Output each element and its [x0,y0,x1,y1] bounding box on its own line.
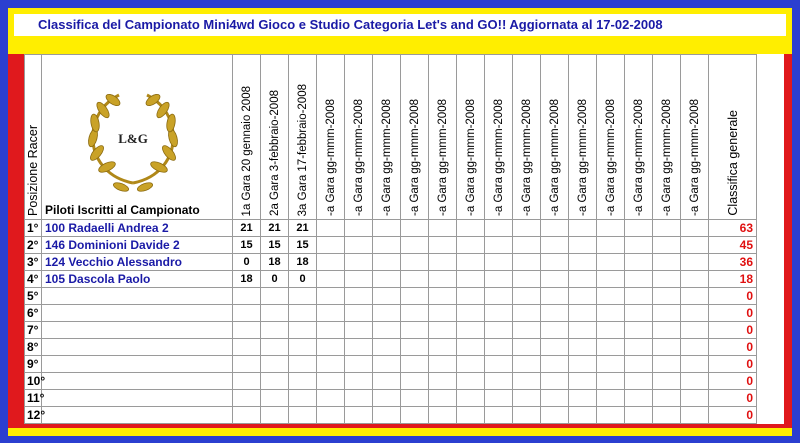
race-2-header-cell [261,55,289,220]
race-16-header-label: -a Gara gg-mmm-2008 [660,99,673,216]
laurel-wreath-logo [77,83,189,195]
race-score-cell [541,254,569,271]
pilot-name-cell [42,407,233,424]
race-score-cell [597,254,625,271]
race-11-header-label: -a Gara gg-mmm-2008 [520,99,533,216]
race-score-cell [345,220,373,237]
table-row [25,322,757,339]
table-row [25,339,757,356]
race-score-cell [625,220,653,237]
race-score-cell [401,356,429,373]
race-16-header-cell [653,55,681,220]
race-12-header-label: -a Gara gg-mmm-2008 [548,99,561,216]
race-score-cell [513,271,541,288]
race-score-cell [513,220,541,237]
race-score-cell [541,237,569,254]
race-score-cell [569,407,597,424]
race-11-header-cell [513,55,541,220]
race-score-cell [541,373,569,390]
race-score-cell [653,322,681,339]
table-row [25,407,757,424]
race-score-cell [289,407,317,424]
race-score-cell [233,339,261,356]
standings-sheet [24,54,784,424]
race-13-header-cell [569,55,597,220]
table-row [25,237,757,254]
race-score-cell [485,339,513,356]
race-score-cell [401,271,429,288]
pilot-name-cell: 100 Radaelli Andrea 2 [42,220,233,237]
race-score-cell [261,322,289,339]
race-score-cell [317,220,345,237]
race-score-cell [485,390,513,407]
race-9-header-label: -a Gara gg-mmm-2008 [464,99,477,216]
race-score-cell [345,254,373,271]
race-score-cell: 15 [289,237,317,254]
race-score-cell [261,407,289,424]
race-score-cell [401,288,429,305]
race-5-header-label: -a Gara gg-mmm-2008 [352,99,365,216]
position-cell: 4° [25,271,42,288]
race-score-cell [681,220,709,237]
total-points-cell: 0 [709,288,757,305]
race-score-cell [457,407,485,424]
race-15-header-label: -a Gara gg-mmm-2008 [632,99,645,216]
race-score-cell [541,407,569,424]
race-score-cell: 18 [261,254,289,271]
race-score-cell [653,288,681,305]
total-header-label: Classifica generale [725,110,740,216]
race-score-cell [569,305,597,322]
race-score-cell [233,288,261,305]
position-cell: 7° [25,322,42,339]
race-score-cell [373,237,401,254]
total-points-cell: 18 [709,271,757,288]
race-score-cell [625,339,653,356]
race-12-header-cell [541,55,569,220]
race-score-cell [261,305,289,322]
race-score-cell [653,237,681,254]
race-score-cell [317,305,345,322]
race-score-cell [681,356,709,373]
race-score-cell [597,373,625,390]
race-score-cell [541,339,569,356]
race-score-cell [373,390,401,407]
race-score-cell [317,373,345,390]
race-score-cell [681,271,709,288]
race-score-cell [233,305,261,322]
race-score-cell [429,305,457,322]
race-score-cell: 18 [289,254,317,271]
race-score-cell [681,322,709,339]
race-score-cell [569,390,597,407]
total-points-cell: 45 [709,237,757,254]
race-score-cell [429,390,457,407]
race-score-cell [653,356,681,373]
race-score-cell [233,407,261,424]
race-score-cell [457,254,485,271]
race-score-cell: 15 [261,237,289,254]
race-score-cell [345,373,373,390]
race-score-cell [401,305,429,322]
total-points-cell: 0 [709,339,757,356]
table-row [25,373,757,390]
race-score-cell [401,220,429,237]
pilot-name-cell [42,322,233,339]
race-score-cell [485,305,513,322]
race-score-cell [429,356,457,373]
race-score-cell [625,305,653,322]
race-score-cell [345,390,373,407]
race-score-cell [345,271,373,288]
race-score-cell [429,339,457,356]
race-score-cell [289,305,317,322]
race-score-cell [513,305,541,322]
race-score-cell [317,237,345,254]
race-score-cell [429,288,457,305]
bottom-yellow-band [8,428,792,436]
race-score-cell [513,237,541,254]
race-score-cell [317,356,345,373]
race-score-cell [569,271,597,288]
pilot-name-cell [42,390,233,407]
race-score-cell [373,322,401,339]
race-14-header-label: -a Gara gg-mmm-2008 [604,99,617,216]
race-score-cell [485,237,513,254]
race-score-cell [541,390,569,407]
race-score-cell [541,271,569,288]
race-score-cell [261,356,289,373]
race-score-cell [261,288,289,305]
race-score-cell [541,220,569,237]
race-score-cell [457,305,485,322]
race-score-cell [597,407,625,424]
race-score-cell: 0 [289,271,317,288]
race-score-cell [569,220,597,237]
race-score-cell [625,407,653,424]
race-14-header-cell [597,55,625,220]
position-cell: 3° [25,254,42,271]
race-score-cell [681,390,709,407]
logo-text: L&G [118,131,148,146]
race-13-header-label: -a Gara gg-mmm-2008 [576,99,589,216]
race-5-header-cell [345,55,373,220]
race-score-cell [401,407,429,424]
total-points-cell: 36 [709,254,757,271]
total-points-cell: 0 [709,305,757,322]
race-score-cell [513,254,541,271]
race-score-cell [345,356,373,373]
race-score-cell [373,407,401,424]
pilot-name-cell [42,373,233,390]
race-score-cell [485,407,513,424]
race-score-cell [485,271,513,288]
race-score-cell [681,373,709,390]
race-score-cell [653,390,681,407]
header-row [25,55,757,220]
race-score-cell [597,237,625,254]
race-score-cell [653,305,681,322]
race-score-cell: 15 [233,237,261,254]
race-score-cell [429,271,457,288]
race-score-cell [485,220,513,237]
race-10-header-cell [485,55,513,220]
race-score-cell [485,322,513,339]
race-score-cell [653,339,681,356]
race-score-cell [569,356,597,373]
table-row [25,271,757,288]
pilot-name-cell [42,305,233,322]
race-score-cell [317,339,345,356]
race-score-cell [401,254,429,271]
race-score-cell [681,254,709,271]
race-17-header-label: -a Gara gg-mmm-2008 [688,99,701,216]
race-score-cell [401,322,429,339]
table-row [25,356,757,373]
race-score-cell: 21 [261,220,289,237]
race-score-cell [261,373,289,390]
race-score-cell [513,373,541,390]
total-points-cell: 0 [709,373,757,390]
race-score-cell [625,271,653,288]
race-score-cell [653,373,681,390]
pilot-name-cell: 105 Dascola Paolo [42,271,233,288]
race-score-cell [261,339,289,356]
race-7-header-label: -a Gara gg-mmm-2008 [408,99,421,216]
race-score-cell [345,237,373,254]
race-10-header-label: -a Gara gg-mmm-2008 [492,99,505,216]
race-score-cell [541,322,569,339]
race-score-cell [681,305,709,322]
race-3-header-label: 3a Gara 17-febbraio-2008 [296,83,309,216]
race-score-cell [597,220,625,237]
race-score-cell [261,390,289,407]
race-6-header-cell [373,55,401,220]
position-cell: 10° [25,373,42,390]
position-cell: 1° [25,220,42,237]
race-score-cell [457,271,485,288]
race-score-cell [401,237,429,254]
race-score-cell [317,254,345,271]
standings-table [24,54,757,424]
pilot-name-cell [42,339,233,356]
race-8-header-cell [429,55,457,220]
race-score-cell [513,339,541,356]
race-score-cell [457,390,485,407]
race-score-cell [569,288,597,305]
race-score-cell [569,322,597,339]
race-4-header-label: -a Gara gg-mmm-2008 [324,99,337,216]
race-score-cell: 0 [261,271,289,288]
race-score-cell [541,356,569,373]
table-row [25,254,757,271]
pilots-header-label: Piloti Iscritti al Campionato [45,203,200,217]
position-cell: 9° [25,356,42,373]
race-score-cell [373,288,401,305]
race-6-header-label: -a Gara gg-mmm-2008 [380,99,393,216]
race-score-cell [597,271,625,288]
race-score-cell [457,339,485,356]
race-score-cell [653,254,681,271]
race-score-cell [233,390,261,407]
race-17-header-cell [681,55,709,220]
table-row [25,305,757,322]
race-score-cell [597,288,625,305]
race-score-cell [625,390,653,407]
pilot-name-cell: 146 Dominioni Davide 2 [42,237,233,254]
race-score-cell [457,288,485,305]
race-score-cell [653,271,681,288]
race-score-cell [569,254,597,271]
race-score-cell [597,339,625,356]
race-score-cell [429,407,457,424]
page-title: Classifica del Campionato Mini4wd Gioco e Studio Categoria Let's and GO!! Aggiornata al 17-02-2008 [14,14,786,36]
race-15-header-cell [625,55,653,220]
race-7-header-cell [401,55,429,220]
race-3-header-cell [289,55,317,220]
race-score-cell [457,373,485,390]
race-score-cell [373,356,401,373]
race-score-cell [597,390,625,407]
race-score-cell [373,271,401,288]
race-score-cell [317,407,345,424]
race-score-cell [681,407,709,424]
race-score-cell [653,407,681,424]
race-score-cell [569,339,597,356]
pilots-header-cell [42,55,233,220]
race-score-cell [597,305,625,322]
race-score-cell [653,220,681,237]
race-score-cell [513,356,541,373]
race-score-cell [457,322,485,339]
table-row [25,288,757,305]
race-score-cell: 0 [233,254,261,271]
race-score-cell [541,305,569,322]
position-cell: 8° [25,339,42,356]
total-points-cell: 0 [709,390,757,407]
pilot-name-cell [42,288,233,305]
race-score-cell [401,373,429,390]
race-score-cell [429,237,457,254]
race-1-header-label: 1a Gara 20 gennaio 2008 [240,85,253,216]
race-score-cell [373,305,401,322]
table-row [25,220,757,237]
race-score-cell [625,356,653,373]
race-score-cell [345,407,373,424]
race-score-cell [429,373,457,390]
position-cell: 11° [25,390,42,407]
race-score-cell [373,254,401,271]
race-score-cell [485,288,513,305]
race-score-cell [233,373,261,390]
race-score-cell [513,288,541,305]
race-score-cell [513,390,541,407]
race-score-cell: 21 [289,220,317,237]
race-score-cell [289,288,317,305]
race-score-cell [597,356,625,373]
race-score-cell [317,390,345,407]
race-8-header-label: -a Gara gg-mmm-2008 [436,99,449,216]
position-cell: 6° [25,305,42,322]
race-score-cell [485,373,513,390]
race-score-cell [317,271,345,288]
race-score-cell [597,322,625,339]
race-score-cell [513,407,541,424]
total-points-cell: 63 [709,220,757,237]
race-score-cell [233,322,261,339]
race-score-cell [345,339,373,356]
race-score-cell [429,220,457,237]
race-score-cell [541,288,569,305]
race-score-cell [625,373,653,390]
table-row [25,390,757,407]
race-score-cell [289,373,317,390]
race-score-cell [569,373,597,390]
race-score-cell [625,288,653,305]
race-score-cell [317,322,345,339]
race-score-cell [289,390,317,407]
race-score-cell [457,356,485,373]
race-2-header-label: 2a Gara 3-febbraio-2008 [268,90,281,216]
race-score-cell [485,356,513,373]
pilot-name-cell: 124 Vecchio Alessandro [42,254,233,271]
total-points-cell: 0 [709,407,757,424]
race-score-cell [373,220,401,237]
race-score-cell [625,322,653,339]
position-cell: 5° [25,288,42,305]
race-score-cell [233,356,261,373]
race-score-cell [345,288,373,305]
race-score-cell [569,237,597,254]
race-score-cell [513,322,541,339]
race-score-cell [317,288,345,305]
race-score-cell: 21 [233,220,261,237]
race-score-cell: 18 [233,271,261,288]
race-score-cell [625,254,653,271]
race-score-cell [485,254,513,271]
race-score-cell [345,322,373,339]
race-score-cell [457,237,485,254]
race-score-cell [289,339,317,356]
total-header-cell [709,55,757,220]
race-score-cell [289,356,317,373]
race-9-header-cell [457,55,485,220]
race-score-cell [401,390,429,407]
total-points-cell: 0 [709,322,757,339]
position-cell: 2° [25,237,42,254]
race-score-cell [625,237,653,254]
race-score-cell [681,288,709,305]
race-score-cell [401,339,429,356]
race-score-cell [289,322,317,339]
position-header-label: Posizione Racer [26,124,40,216]
race-1-header-cell [233,55,261,220]
race-score-cell [429,254,457,271]
race-score-cell [373,373,401,390]
total-points-cell: 0 [709,356,757,373]
race-score-cell [681,339,709,356]
race-score-cell [373,339,401,356]
race-score-cell [681,237,709,254]
pilot-name-cell [42,356,233,373]
race-4-header-cell [317,55,345,220]
race-score-cell [345,305,373,322]
race-score-cell [429,322,457,339]
position-cell: 12° [25,407,42,424]
position-header-cell [25,55,42,220]
race-score-cell [457,220,485,237]
